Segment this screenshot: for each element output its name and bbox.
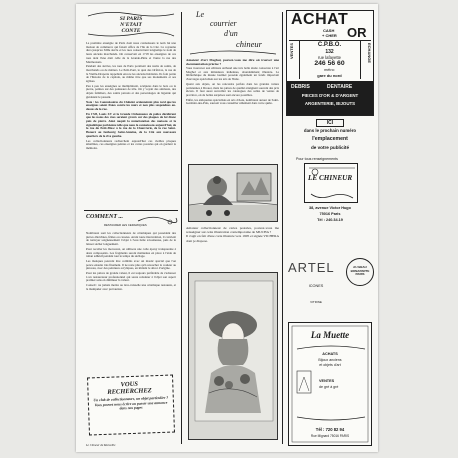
ici-line-1: dans le prochain numéro: [303, 128, 357, 133]
paris-paragraph: Pendant des siècles, les rues de Paris portèrent des noms de saints, de marchands ou de métiers. Le Petit-Pont, le quai des Orfèvres, la rue de la Vieille-Draperie rappellent encore les anciens habitants. Ils font partie de l'histoire de la capitale, au même titre que ses monuments et ses églises.: [86, 64, 176, 84]
paris-paragraph: Peu à peu les enseignes se multiplièrent, sculptées dans le bois ou la pierre, peintes sur des panneaux de tôle. On y voyait des animaux, des objets familiers, des saints patrons et des personnages de légende qui guidaient le passant.: [86, 83, 176, 99]
courrier-paragraph: Vous trouverez aux éditions Arthaud une très belle étude consacrée à l'art Moghol et aux miniatures indiennes, abondamment illustrée. La bibliothèque du musée Guimet possède également un fonds important d'ouvrages spécialisés sur les arts de l'Inde.: [186, 66, 279, 82]
courrier-title-block: [186, 10, 280, 56]
comment-paragraph: Nombreux sont les collectionneurs de céramiques qui possèdent des pièces ébréchées, fêlées ou cassées. Avant toute intervention, il convient de nettoyer soigneusement l'objet à l'eau tiède savonneuse, puis de le laisser sécher longuement.: [86, 232, 176, 247]
postcard-illustration-2: [188, 272, 278, 440]
column-rule-right: [282, 12, 283, 444]
muette-ventes-line: de gré à gré: [319, 385, 339, 389]
chineur-ad: [286, 157, 374, 245]
achat-rule: [289, 40, 371, 41]
muette-ad: [288, 322, 372, 446]
chineur-logo-box: [304, 163, 358, 203]
postcard-scene-icon: [189, 165, 278, 222]
portrait-icon: [189, 273, 278, 440]
muette-name: La Muette: [310, 330, 350, 340]
courrier-paragraph: Quant aux objets, on les rencontre parfois dans les grandes ventes parisiennes à Drouot, mais les pièces de qualité atteignent souvent des prix élevés. Il faut aussi surveiller les catalogues des salles de ventes de province, où de belles surprises sont encore possibles.: [186, 81, 279, 97]
comment-subtitle: RESTAURER LES CERAMIQUES: [104, 223, 147, 227]
page-footer: Le Chineur de Marseille: [86, 443, 116, 447]
promo-line-2: RECHERCHEZ: [107, 387, 152, 396]
chineur-address: 38, avenue Victor Hugo: [309, 206, 351, 210]
paris-paragraph: Les collectionneurs recherchent aujourd'hui ces vieilles plaques émaillées, ces enseignes peintes et les cartes postales qui en gardent la mémoire.: [86, 138, 176, 150]
muette-ventes: VENTES: [319, 379, 335, 383]
caption-answer: Il s'agit en fait d'une carte illustrée vers 1905 et signée VICHERA dont je dispose.: [186, 234, 279, 243]
comment-title: COMMENT ...: [86, 214, 124, 220]
street-number: 132: [325, 49, 334, 55]
caption-question: Amateur collectionneur de cartes postales, pouvez-vous me renseigner sur cette illustration contemporaine de MUCHA ?: [186, 226, 279, 235]
muette-achats: ACHATS: [322, 352, 338, 356]
courrier-intro: Amateur d'art Moghol, pouvez-vous me dire où trouver une documentation précise ?: [186, 58, 279, 66]
column-rule-left: [181, 12, 182, 444]
achat-dark-band: [287, 81, 373, 115]
chineur-intro: Pour tous renseignements: [296, 157, 338, 161]
promo-box: [87, 375, 175, 436]
ici-ad: [286, 118, 374, 156]
echange-vertical: ECHANGE: [367, 43, 372, 64]
heading-line-2: N'ETAIT: [120, 21, 142, 28]
comment-article: [86, 232, 176, 370]
paris-paragraph: En 1728, Louis XV et la Grande Ordonnance de police décidèrent que les noms des rues seraient gravés sur des plaques de fer-blanc puis de pierre. Ainsi naquit la numérotation des maisons et la signalétique parisienne telle que nous la connaissons aujourd'hui, de la rue du Petit-Musc à la rue de la Chanvrerie, de la rue Saint-Honoré au faubourg Saint-Antoine, de la Cité aux nouveaux quartiers de la rive gauche.: [86, 111, 176, 138]
argenterie-label: ARGENTERIE, BIJOUTS: [304, 101, 356, 106]
metro-station: gare du nord: [317, 73, 342, 78]
company-name: C.P.B.O.: [317, 42, 342, 48]
title-word-2: courrier: [210, 19, 237, 28]
pieces-label: PIECES D'OR & D'ARGENT: [301, 93, 359, 98]
ici-line-3: de votre publicité: [310, 145, 350, 150]
cher-label: + CHER: [322, 33, 337, 38]
chineur-ornament-icon: [305, 164, 358, 203]
ici-line-2: l'emplacement: [312, 136, 348, 142]
muette-tel: Tél : 720 82 94: [315, 427, 345, 432]
postcard-illustration-1: [188, 164, 278, 222]
comment-heading: [86, 212, 178, 230]
achat-inner-rule-right: [360, 41, 361, 79]
heading-line-1: SI PARIS: [119, 16, 143, 22]
title-word-4: chineur: [236, 39, 262, 49]
cash-label: CASH: [323, 28, 335, 33]
stamp-line-2: BONAPARTE: [350, 268, 370, 273]
comment-top-rule: [84, 210, 178, 211]
muette-line-2: et objets d'art: [319, 363, 341, 367]
paris-paragraph: La première enseigne de Paris dont nous connaissons le nom fut une maison de commerce qui faisait office de l'Ile de la Cité. Ce royaume dura jusqu'au XIIIe siècle et les rues conservèrent longtemps le nom de leurs anciens marchands. On conservait en 1718 les enseignes de ces rues dont l'une était celle de la Grande-Pinte et l'autre la rue des Marmousets.: [86, 42, 176, 64]
heading-line-3: CONTE: [121, 27, 141, 34]
artel-ad: [286, 256, 374, 318]
dentaire-label: DENTAIRE: [327, 84, 353, 90]
chineur-city: 75016 Paris: [319, 212, 341, 216]
muette-address: Rue Mignard 75016 PARIS: [310, 434, 350, 438]
title-word-1: Le: [196, 10, 204, 19]
title-word-3: d'un: [224, 29, 238, 38]
chineur-logo: LE CHINEUR: [308, 174, 353, 182]
paris-article: [86, 42, 176, 204]
ventes-vertical: VENTES: [289, 43, 294, 60]
achat-title: ACHAT: [291, 11, 349, 28]
street-name: rue lafayette: [317, 55, 342, 60]
comment-paragraph: Les manques peuvent être comblés avec un mastic spécial que l'on ponce ensuite très finement. Il ne reste plus qu'à retoucher la couleur au pinceau, avec des peintures acryliques, en imitant le décor d'origine.: [86, 258, 176, 271]
stamp-line-3: PARIS: [355, 272, 365, 277]
chineur-tel: Tél : 240.34.19: [317, 218, 343, 222]
artel-stamp-icon: [346, 258, 374, 286]
promo-line-1: VOUS: [120, 380, 139, 389]
promo-text: Un club de collectionneurs, un objet particulier ? Vous pouvez nous écrire ou passer une annonce dans nos pages: [93, 395, 169, 411]
artel-subtitle: ICONES: [308, 284, 324, 288]
metro-label: métro:: [324, 68, 335, 72]
artel-name: ARTEL: [288, 260, 335, 275]
comment-paragraph: Conseil : ne jamais mettre au lave-vaisselle une céramique restaurée, et la manipuler avec précaution.: [86, 283, 176, 291]
left-heading: [86, 10, 176, 38]
or-title: OR: [347, 25, 367, 40]
comment-paragraph: Pour les pièces de grande valeur, il est toujours préférable de s'adresser à un restaurateur professionnel qui saura redonner à l'objet son aspect premier sans en diminuer la valeur.: [86, 271, 176, 283]
comment-paragraph: Pour recoller les morceaux, on utilisera une colle époxy transparente à deux composants. Les fragments seront maintenus en place à l'aide de ruban adhésif pendant tout le temps du séchage.: [86, 246, 176, 259]
stamp-line-1: AU BEAU: [353, 265, 367, 269]
courrier-article: [186, 58, 279, 160]
achat-or-ad: [286, 10, 374, 116]
paris-paragraph: Note : les Commissaires du Châtelet ordonnèrent plus tard que les enseignes soient fixées contre les murs et non plus suspendues au-dessus de la rue.: [86, 99, 176, 111]
artel-bottom: VITRINE: [310, 300, 322, 304]
magazine-page: [76, 4, 378, 452]
postcard-caption: [186, 226, 279, 243]
phone-number: 246 56 60: [314, 60, 345, 67]
muette-line-1: Bijoux anciens: [318, 358, 342, 362]
courrier-paragraph: Enfin, les antiquaires spécialisés en arts d'Asie, nombreux autour de Saint-Germain-des-Prés, sauront vous conseiller utilement dans votre quête.: [186, 97, 279, 106]
ici-logo: ICI: [316, 119, 344, 127]
debris-label: DEBRIS: [291, 84, 310, 90]
